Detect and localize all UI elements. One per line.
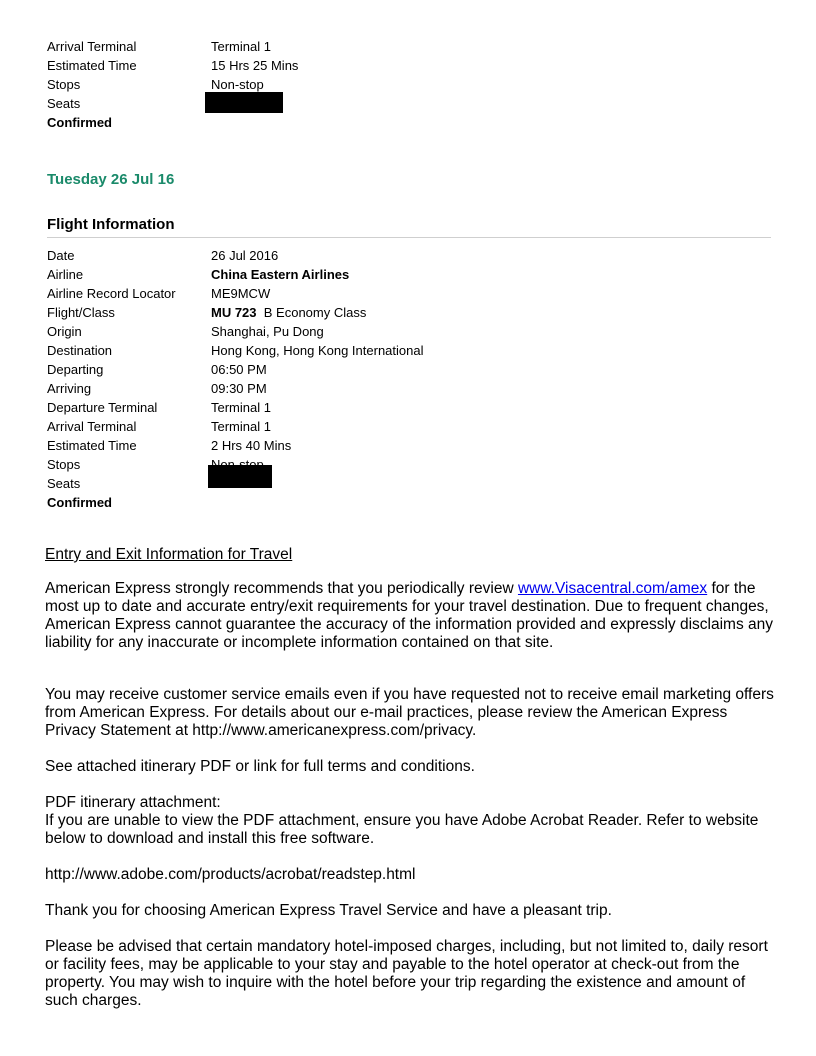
detail-value: Non-stop bbox=[211, 77, 264, 92]
detail-row bbox=[47, 417, 424, 436]
terms-notice-text: See attached itinerary PDF or link for full terms and conditions. bbox=[45, 758, 475, 775]
hotel-notice-text: Please be advised that certain mandatory hotel-imposed charges, including, but not limited to, daily resort or facility fees, may be applicable to your stay and payable to the hotel operator at check-out from the property. You may wish to inquire with the hotel before your trip regarding the existence and amount of such charges. bbox=[45, 938, 768, 1009]
detail-label: Airline Record Locator bbox=[47, 286, 176, 301]
detail-row bbox=[47, 246, 424, 265]
entry-exit-heading bbox=[45, 546, 775, 564]
section-divider bbox=[47, 237, 771, 238]
status-label: Confirmed bbox=[47, 115, 112, 130]
terms-notice bbox=[45, 758, 775, 776]
detail-row bbox=[47, 94, 298, 113]
thank-you bbox=[45, 902, 775, 920]
detail-label: Stops bbox=[47, 77, 81, 92]
detail-value: Hong Kong, Hong Kong International bbox=[211, 343, 424, 358]
detail-label: Departing bbox=[47, 362, 104, 377]
pdf-heading: PDF itinerary attachment: bbox=[45, 794, 221, 811]
detail-value: 26 Jul 2016 bbox=[211, 248, 279, 263]
entry-exit-paragraph bbox=[45, 580, 775, 652]
detail-label: Arriving bbox=[47, 381, 92, 396]
entry-exit-text-start: American Express strongly recommends that you periodically review bbox=[45, 580, 518, 597]
previous-flight-details bbox=[47, 37, 298, 132]
hotel-notice bbox=[45, 938, 775, 1010]
detail-value: 06:50 PM bbox=[211, 362, 267, 377]
detail-label: Flight/Class bbox=[47, 305, 115, 320]
flight-class-value bbox=[211, 303, 366, 322]
detail-value: ME9MCW bbox=[211, 286, 271, 301]
seats-value bbox=[211, 94, 283, 113]
pdf-notice-text: If you are unable to view the PDF attachment, ensure you have Adobe Acrobat Reader. Refer to website below to download and install this free software. bbox=[45, 812, 759, 847]
detail-value: Shanghai, Pu Dong bbox=[211, 324, 324, 339]
day-heading: Tuesday 26 Jul 16 bbox=[47, 171, 175, 188]
detail-value: 2 Hrs 40 Mins bbox=[211, 438, 292, 453]
detail-row bbox=[47, 379, 424, 398]
detail-value: Terminal 1 bbox=[211, 39, 271, 54]
seats-value bbox=[211, 474, 272, 493]
detail-row bbox=[47, 398, 424, 417]
pdf-notice bbox=[45, 794, 775, 848]
detail-value: 15 Hrs 25 Mins bbox=[211, 58, 299, 73]
detail-label: Date bbox=[47, 248, 75, 263]
cabin-class: B Economy Class bbox=[263, 305, 367, 320]
detail-row bbox=[47, 113, 298, 132]
detail-row bbox=[47, 360, 424, 379]
detail-row bbox=[47, 37, 298, 56]
detail-row bbox=[47, 303, 424, 322]
seats-redaction bbox=[205, 92, 283, 113]
detail-label: Arrival Terminal bbox=[47, 39, 137, 54]
detail-row bbox=[47, 56, 298, 75]
flight-info-details bbox=[47, 246, 424, 512]
detail-row bbox=[47, 284, 424, 303]
detail-label: Departure Terminal bbox=[47, 400, 158, 415]
detail-label: Destination bbox=[47, 343, 113, 358]
flight-number: MU 723 bbox=[211, 305, 257, 320]
email-notice-text: You may receive customer service emails even if you have requested not to receive email marketing offers from American Express. For details about our e-mail practices, please review the American Express Privacy Statement at http://www.americanexpress.com/privacy. bbox=[45, 686, 774, 739]
detail-row bbox=[47, 265, 424, 284]
detail-row bbox=[47, 436, 424, 455]
detail-row bbox=[47, 322, 424, 341]
detail-label: Estimated Time bbox=[47, 58, 137, 73]
detail-label: Arrival Terminal bbox=[47, 419, 137, 434]
detail-label: Stops bbox=[47, 457, 81, 472]
visacentral-link[interactable]: www.Visacentral.com/amex bbox=[517, 580, 708, 597]
detail-label: Origin bbox=[47, 324, 82, 339]
detail-label: Seats bbox=[47, 96, 81, 111]
entry-exit-title: Entry and Exit Information for Travel bbox=[45, 546, 293, 563]
adobe-url-text: http://www.adobe.com/products/acrobat/readstep.html bbox=[45, 866, 416, 883]
detail-row bbox=[47, 341, 424, 360]
detail-label: Airline bbox=[47, 267, 84, 282]
detail-value: Terminal 1 bbox=[211, 419, 271, 434]
detail-value: Terminal 1 bbox=[211, 400, 271, 415]
entry-exit-text-end: for the most up to date and accurate entry/exit requirements for your travel destination. Due to frequent changes, American Express cannot guarantee the accuracy of the information provided and expressly disclaims any liability for any inaccurate or incomplete information contained on that site. bbox=[45, 580, 774, 651]
thank-you-text: Thank you for choosing American Express Travel Service and have a pleasant trip. bbox=[45, 902, 612, 919]
airline-value: China Eastern Airlines bbox=[211, 267, 350, 282]
detail-row bbox=[47, 474, 424, 493]
status-label: Confirmed bbox=[47, 495, 112, 510]
seats-redaction bbox=[208, 465, 272, 488]
detail-label: Estimated Time bbox=[47, 438, 137, 453]
adobe-url bbox=[45, 866, 775, 884]
detail-value: 09:30 PM bbox=[211, 381, 267, 396]
email-notice bbox=[45, 686, 775, 740]
flight-info-title: Flight Information bbox=[47, 216, 175, 233]
detail-label: Seats bbox=[47, 476, 81, 491]
detail-row bbox=[47, 493, 424, 512]
